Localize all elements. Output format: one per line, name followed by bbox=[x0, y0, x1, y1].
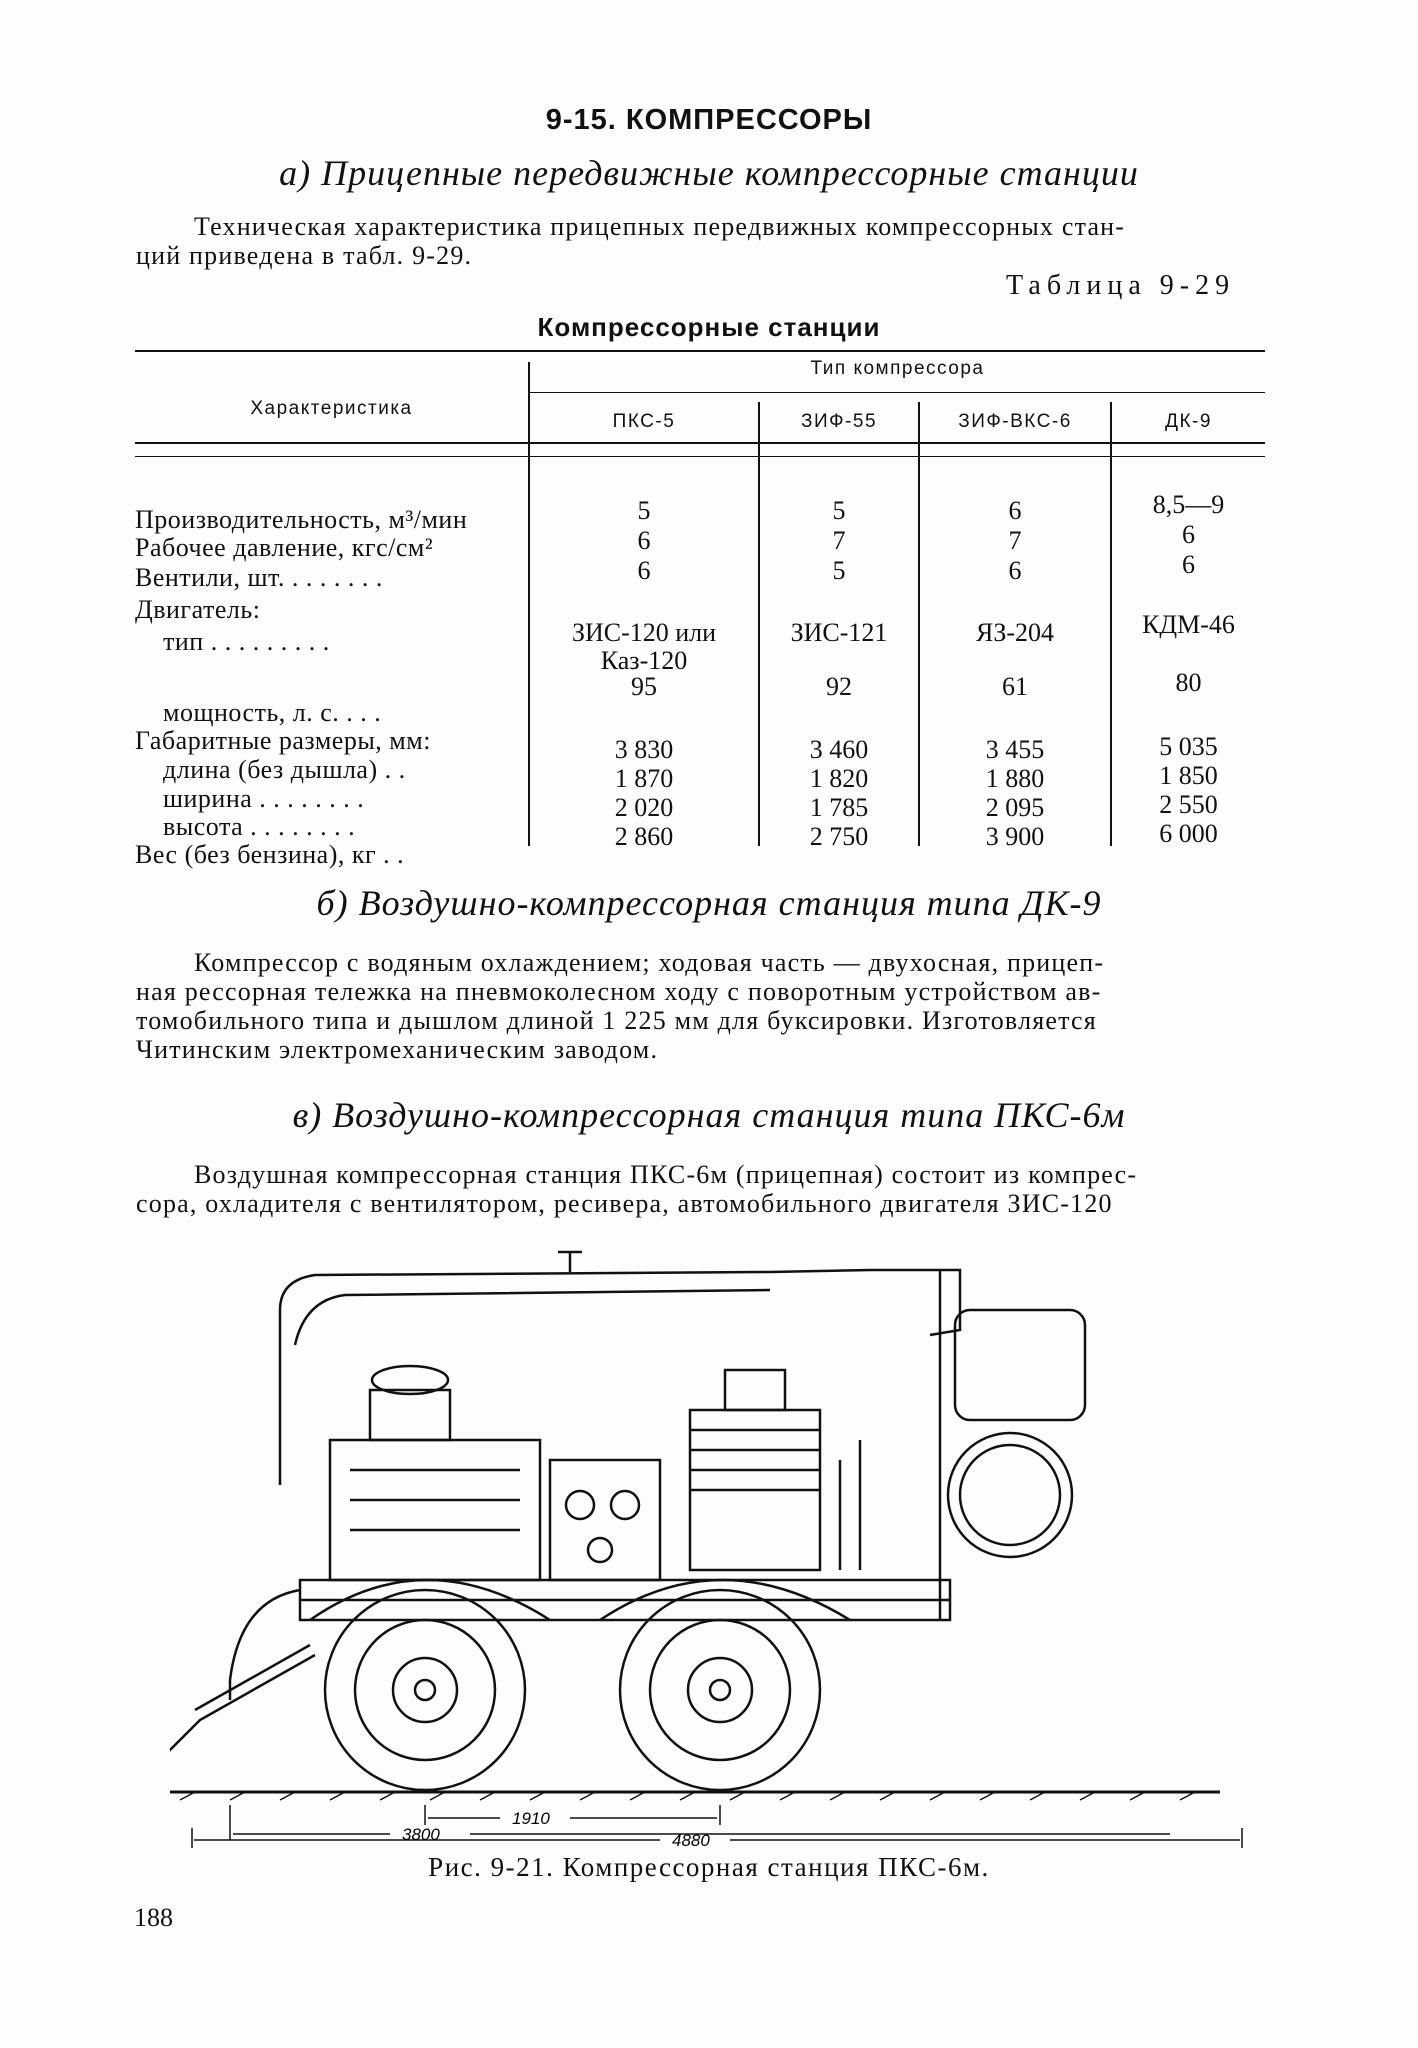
cell-zif55-height: 1 785 bbox=[809, 793, 869, 822]
subsection-b-line-3: томобильного типа и дышлом длиной 1 225 мм для буксировки. Изготовляется bbox=[136, 1006, 1097, 1035]
cell-zif-vks6-length: 3 455 bbox=[985, 735, 1045, 764]
cell-zif-vks6-engine-type: ЯЗ-204 bbox=[975, 618, 1055, 647]
table-label: Таблица 9-29 bbox=[1006, 270, 1236, 301]
type-header: Тип компрессора bbox=[810, 358, 985, 379]
table-header-rule bbox=[530, 392, 1265, 393]
subsection-c-text bbox=[136, 1160, 1286, 1218]
cell-zif55-width: 1 820 bbox=[809, 764, 869, 793]
col-header-zif55: ЗИФ-55 bbox=[800, 411, 878, 432]
compressor-head bbox=[725, 1370, 785, 1410]
section-heading: 9-15. КОМПРЕССОРЫ bbox=[545, 104, 873, 136]
compressor-station-drawing bbox=[170, 1240, 1250, 1840]
cell-zif55-length: 3 460 bbox=[809, 735, 869, 764]
cell-dk9-engine-type: КДМ-46 bbox=[1142, 610, 1235, 639]
cell-zif55-power: 92 bbox=[826, 672, 852, 701]
filler-cap bbox=[558, 1252, 582, 1272]
cell-pks5-power: 95 bbox=[631, 672, 657, 701]
characteristic-header: Характеристика bbox=[250, 398, 413, 419]
row-label-length: длина (без дышла) . . bbox=[135, 755, 406, 784]
canopy-inner-line bbox=[295, 1290, 770, 1345]
cell-dk9-valves: 6 bbox=[1182, 550, 1195, 579]
row-label-valves: Вентили, шт. . . . . . . . bbox=[135, 563, 383, 592]
col-header-zif-vks6: ЗИФ-ВКС-6 bbox=[958, 411, 1072, 432]
drawbar bbox=[170, 1655, 315, 1760]
front-wheel bbox=[325, 1590, 525, 1790]
cell-dk9-height: 2 550 bbox=[1159, 790, 1218, 819]
subsection-a-text bbox=[136, 212, 1286, 270]
rear-wheel bbox=[620, 1590, 820, 1790]
page-number: 188 bbox=[134, 1903, 173, 1932]
row-label-pressure: Рабочее давление, кгс/см² bbox=[135, 533, 434, 562]
cell-dk9-length: 5 035 bbox=[1159, 732, 1218, 761]
engine-air-filter bbox=[370, 1390, 450, 1440]
row-label-productivity: Производительность, м³/мин bbox=[135, 505, 468, 534]
canopy-outline bbox=[280, 1270, 870, 1485]
drawbar-upper bbox=[195, 1645, 310, 1710]
row-label-engine-type: тип . . . . . . . . . bbox=[135, 627, 330, 656]
overall-dimension bbox=[190, 1828, 1250, 1852]
cell-zif-vks6-power: 61 bbox=[1002, 672, 1028, 701]
subsection-a-line-1: Техническая характеристика прицепных передвижных компрессорных стан- bbox=[194, 212, 1126, 241]
cell-zif-vks6-pressure: 7 bbox=[1008, 526, 1022, 555]
cell-zif-vks6-weight: 3 900 bbox=[985, 822, 1045, 851]
cell-pks5-width: 1 870 bbox=[614, 764, 674, 793]
subsection-b-text bbox=[136, 948, 1286, 1064]
cell-zif-vks6-width: 1 880 bbox=[985, 764, 1045, 793]
subsection-c-title: в) Воздушно-компрессорная станция типа ПКС-6м bbox=[292, 1095, 1126, 1135]
figure-caption: Рис. 9-21. Компрессорная станция ПКС-6м. bbox=[428, 1852, 990, 1882]
cell-pks5-length: 3 830 bbox=[614, 735, 674, 764]
cell-pks5-engine-type: ЗИС-120 или bbox=[571, 618, 717, 647]
subsection-a-line-2: ций приведена в табл. 9-29. bbox=[136, 241, 473, 270]
row-label-height: высота . . . . . . . . bbox=[135, 812, 356, 841]
engine-block bbox=[330, 1440, 540, 1580]
cell-zif55-pressure: 7 bbox=[832, 526, 846, 555]
cell-zif-vks6-height: 2 095 bbox=[985, 793, 1045, 822]
canopy-rear bbox=[870, 1270, 960, 1335]
cell-zif-vks6-productivity: 6 bbox=[1008, 496, 1022, 525]
engine-ribs bbox=[350, 1470, 520, 1530]
compressor-pipes bbox=[840, 1440, 860, 1570]
radiator bbox=[955, 1310, 1085, 1420]
table-title: Компрессорные станции bbox=[537, 312, 881, 342]
row-label-power: мощность, л. с. . . . bbox=[135, 698, 382, 727]
subsection-b-title: б) Воздушно-компрессорная станция типа ДК-9 bbox=[316, 883, 1102, 923]
compressor-cooling-fins bbox=[690, 1430, 820, 1490]
cell-zif55-valves: 5 bbox=[832, 556, 846, 585]
cell-dk9-power: 80 bbox=[1175, 668, 1202, 697]
cell-pks5-height: 2 020 bbox=[614, 793, 674, 822]
cell-dk9-weight: 6 000 bbox=[1159, 819, 1218, 848]
dim-4880-label: 4880 bbox=[672, 1831, 710, 1850]
subsection-b-line-1: Компрессор с водяным охлаждением; ходовая часть — двухосная, прицеп- bbox=[194, 948, 1105, 977]
row-label-dimensions: Габаритные размеры, мм: bbox=[135, 726, 431, 755]
dim-1910-label: 1910 bbox=[512, 1809, 550, 1828]
cell-dk9-productivity: 8,5—9 bbox=[1152, 490, 1225, 519]
dim-3800-label: 3800 bbox=[402, 1825, 440, 1840]
cell-pks5-engine-type-alt: Каз-120 bbox=[600, 646, 688, 675]
cell-pks5-pressure: 6 bbox=[637, 526, 651, 555]
cell-pks5-valves: 6 bbox=[637, 556, 651, 585]
cell-zif55-weight: 2 750 bbox=[809, 822, 869, 851]
col-header-pks5: ПКС-5 bbox=[612, 411, 676, 432]
row-label-engine: Двигатель: bbox=[135, 595, 261, 624]
gearbox-gear-1 bbox=[566, 1491, 594, 1519]
row-label-width: ширина . . . . . . . . bbox=[135, 784, 365, 813]
gearbox-gear-2 bbox=[611, 1491, 639, 1519]
table-top-rule bbox=[135, 350, 1265, 352]
gearbox-gear-3 bbox=[588, 1538, 612, 1562]
cell-zif55-engine-type: ЗИС-121 bbox=[790, 618, 888, 647]
subsection-a-title: а) Прицепные передвижные компрессорные станции bbox=[279, 153, 1139, 193]
cell-dk9-pressure: 6 bbox=[1182, 520, 1195, 549]
air-receiver bbox=[948, 1433, 1072, 1557]
air-receiver-inner bbox=[960, 1445, 1060, 1545]
subsection-b-line-2: ная рессорная тележка на пневмоколесном ходу с поворотным устройством ав- bbox=[136, 977, 1102, 1006]
col-header-dk9: ДК-9 bbox=[1165, 411, 1212, 432]
row-label-weight: Вес (без бензина), кг . . bbox=[135, 840, 405, 869]
subsection-c-line-1: Воздушная компрессорная станция ПКС-6м (прицепная) состоит из компрес- bbox=[194, 1160, 1138, 1189]
subsection-b-line-4: Читинским электромеханическим заводом. bbox=[136, 1035, 659, 1064]
cell-zif-vks6-valves: 6 bbox=[1008, 556, 1022, 585]
cell-dk9-width: 1 850 bbox=[1159, 761, 1218, 790]
cell-pks5-weight: 2 860 bbox=[614, 822, 674, 851]
table-body-rule bbox=[135, 456, 1265, 457]
cell-pks5-productivity: 5 bbox=[637, 496, 651, 525]
subsection-c-line-2: сора, охладителя с вентилятором, ресивера, автомобильного двигателя ЗИС-120 bbox=[136, 1189, 1113, 1218]
table-header-bottom-rule bbox=[135, 442, 1265, 444]
cell-zif55-productivity: 5 bbox=[832, 496, 846, 525]
